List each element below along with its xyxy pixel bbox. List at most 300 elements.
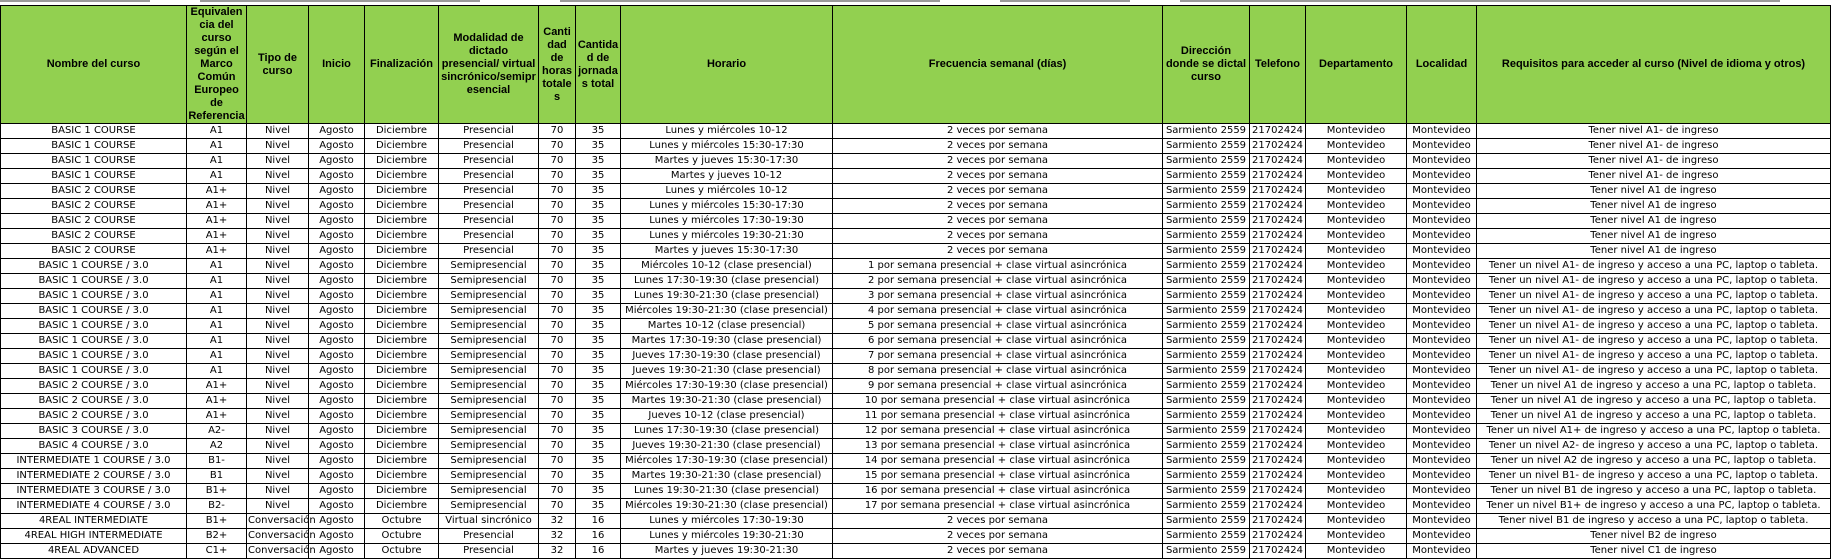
cell-department[interactable]: Montevideo <box>1306 379 1407 394</box>
cell-schedule[interactable]: Lunes y miércoles 19:30-21:30 <box>621 229 833 244</box>
cell-total-hours[interactable]: 70 <box>539 214 576 229</box>
cell-start[interactable]: Agosto <box>309 169 365 184</box>
cell-course-type[interactable]: Nivel <box>247 199 309 214</box>
cell-modality[interactable]: Presencial <box>439 124 539 139</box>
cell-phone[interactable]: 21702424 <box>1250 514 1306 529</box>
cell-end[interactable]: Octubre <box>365 544 439 559</box>
cell-total-hours[interactable]: 32 <box>539 514 576 529</box>
cell-modality[interactable]: Semipresencial <box>439 454 539 469</box>
cell-total-sessions[interactable]: 16 <box>576 514 621 529</box>
cell-cefr-level[interactable]: B2- <box>187 499 247 514</box>
cell-weekly-frequency[interactable]: 1 por semana presencial + clase virtual asincrónica <box>833 259 1163 274</box>
cell-start[interactable]: Agosto <box>309 319 365 334</box>
cell-total-sessions[interactable]: 35 <box>576 214 621 229</box>
cell-modality[interactable]: Presencial <box>439 244 539 259</box>
cell-modality[interactable]: Presencial <box>439 184 539 199</box>
cell-schedule[interactable]: Martes 10-12 (clase presencial) <box>621 319 833 334</box>
cell-total-sessions[interactable]: 16 <box>576 544 621 559</box>
cell-modality[interactable]: Presencial <box>439 229 539 244</box>
cell-modality[interactable]: Semipresencial <box>439 274 539 289</box>
cell-department[interactable]: Montevideo <box>1306 484 1407 499</box>
cell-requirements[interactable]: Tener un nivel B1+ de ingreso y acceso a una PC, laptop o tableta. <box>1477 499 1831 514</box>
cell-course-name[interactable]: BASIC 2 COURSE <box>1 214 187 229</box>
cell-course-name[interactable]: BASIC 2 COURSE <box>1 244 187 259</box>
cell-course-name[interactable]: BASIC 2 COURSE <box>1 199 187 214</box>
cell-course-type[interactable]: Nivel <box>247 259 309 274</box>
cell-end[interactable]: Diciembre <box>365 319 439 334</box>
cell-total-hours[interactable]: 32 <box>539 529 576 544</box>
cell-address[interactable]: Sarmiento 2559 <box>1163 199 1250 214</box>
cell-start[interactable]: Agosto <box>309 514 365 529</box>
cell-total-hours[interactable]: 70 <box>539 199 576 214</box>
cell-start[interactable]: Agosto <box>309 364 365 379</box>
cell-course-name[interactable]: BASIC 1 COURSE / 3.0 <box>1 364 187 379</box>
cell-address[interactable]: Sarmiento 2559 <box>1163 529 1250 544</box>
cell-requirements[interactable]: Tener un nivel B1- de ingreso y acceso a una PC, laptop o tableta. <box>1477 469 1831 484</box>
cell-end[interactable]: Diciembre <box>365 364 439 379</box>
cell-schedule[interactable]: Jueves 19:30-21:30 (clase presencial) <box>621 439 833 454</box>
cell-modality[interactable]: Semipresencial <box>439 319 539 334</box>
cell-phone[interactable]: 21702424 <box>1250 319 1306 334</box>
cell-total-hours[interactable]: 70 <box>539 259 576 274</box>
cell-total-hours[interactable]: 70 <box>539 304 576 319</box>
cell-phone[interactable]: 21702424 <box>1250 139 1306 154</box>
cell-locality[interactable]: Montevideo <box>1407 199 1477 214</box>
cell-address[interactable]: Sarmiento 2559 <box>1163 139 1250 154</box>
cell-course-type[interactable]: Nivel <box>247 334 309 349</box>
cell-weekly-frequency[interactable]: 17 por semana presencial + clase virtual asincrónica <box>833 499 1163 514</box>
cell-address[interactable]: Sarmiento 2559 <box>1163 229 1250 244</box>
cell-end[interactable]: Diciembre <box>365 214 439 229</box>
cell-weekly-frequency[interactable]: 14 por semana presencial + clase virtual asincrónica <box>833 454 1163 469</box>
cell-department[interactable]: Montevideo <box>1306 304 1407 319</box>
cell-locality[interactable]: Montevideo <box>1407 394 1477 409</box>
cell-department[interactable]: Montevideo <box>1306 334 1407 349</box>
cell-course-type[interactable]: Nivel <box>247 169 309 184</box>
cell-locality[interactable]: Montevideo <box>1407 544 1477 559</box>
cell-cefr-level[interactable]: A1 <box>187 364 247 379</box>
cell-requirements[interactable]: Tener nivel B1 de ingreso y acceso a una PC, laptop o tableta. <box>1477 514 1831 529</box>
cell-course-type[interactable]: Nivel <box>247 274 309 289</box>
cell-locality[interactable]: Montevideo <box>1407 274 1477 289</box>
cell-phone[interactable]: 21702424 <box>1250 484 1306 499</box>
cell-total-sessions[interactable]: 35 <box>576 379 621 394</box>
cell-address[interactable]: Sarmiento 2559 <box>1163 184 1250 199</box>
cell-address[interactable]: Sarmiento 2559 <box>1163 394 1250 409</box>
cell-address[interactable]: Sarmiento 2559 <box>1163 454 1250 469</box>
cell-modality[interactable]: Semipresencial <box>439 409 539 424</box>
cell-course-type[interactable]: Nivel <box>247 214 309 229</box>
cell-address[interactable]: Sarmiento 2559 <box>1163 514 1250 529</box>
cell-address[interactable]: Sarmiento 2559 <box>1163 349 1250 364</box>
cell-total-hours[interactable]: 70 <box>539 229 576 244</box>
cell-schedule[interactable]: Lunes 19:30-21:30 (clase presencial) <box>621 484 833 499</box>
cell-modality[interactable]: Semipresencial <box>439 424 539 439</box>
cell-course-type[interactable]: Nivel <box>247 304 309 319</box>
cell-schedule[interactable]: Miércoles 19:30-21:30 (clase presencial) <box>621 304 833 319</box>
cell-total-hours[interactable]: 70 <box>539 469 576 484</box>
cell-weekly-frequency[interactable]: 6 por semana presencial + clase virtual asincrónica <box>833 334 1163 349</box>
cell-total-hours[interactable]: 70 <box>539 379 576 394</box>
cell-department[interactable]: Montevideo <box>1306 319 1407 334</box>
cell-weekly-frequency[interactable]: 9 por semana presencial + clase virtual asincrónica <box>833 379 1163 394</box>
cell-total-hours[interactable]: 70 <box>539 364 576 379</box>
cell-schedule[interactable]: Lunes y miércoles 15:30-17:30 <box>621 139 833 154</box>
cell-phone[interactable]: 21702424 <box>1250 184 1306 199</box>
cell-department[interactable]: Montevideo <box>1306 514 1407 529</box>
cell-schedule[interactable]: Miércoles 17:30-19:30 (clase presencial) <box>621 454 833 469</box>
cell-address[interactable]: Sarmiento 2559 <box>1163 484 1250 499</box>
cell-end[interactable]: Diciembre <box>365 469 439 484</box>
cell-department[interactable]: Montevideo <box>1306 469 1407 484</box>
cell-department[interactable]: Montevideo <box>1306 544 1407 559</box>
cell-start[interactable]: Agosto <box>309 124 365 139</box>
cell-total-sessions[interactable]: 35 <box>576 244 621 259</box>
cell-course-type[interactable]: Nivel <box>247 424 309 439</box>
cell-total-sessions[interactable]: 16 <box>576 529 621 544</box>
cell-course-type[interactable]: Nivel <box>247 244 309 259</box>
cell-requirements[interactable]: Tener un nivel A1 de ingreso y acceso a una PC, laptop o tableta. <box>1477 379 1831 394</box>
cell-modality[interactable]: Semipresencial <box>439 259 539 274</box>
cell-total-hours[interactable]: 70 <box>539 439 576 454</box>
cell-department[interactable]: Montevideo <box>1306 364 1407 379</box>
cell-start[interactable]: Agosto <box>309 259 365 274</box>
cell-locality[interactable]: Montevideo <box>1407 499 1477 514</box>
cell-course-name[interactable]: BASIC 1 COURSE / 3.0 <box>1 259 187 274</box>
cell-total-hours[interactable]: 70 <box>539 499 576 514</box>
cell-course-type[interactable]: Nivel <box>247 139 309 154</box>
cell-course-type[interactable]: Nivel <box>247 289 309 304</box>
cell-locality[interactable]: Montevideo <box>1407 289 1477 304</box>
cell-requirements[interactable]: Tener nivel C1 de ingreso <box>1477 544 1831 559</box>
cell-course-name[interactable]: BASIC 1 COURSE <box>1 124 187 139</box>
cell-weekly-frequency[interactable]: 2 veces por semana <box>833 214 1163 229</box>
cell-requirements[interactable]: Tener nivel A1 de ingreso <box>1477 244 1831 259</box>
cell-total-sessions[interactable]: 35 <box>576 319 621 334</box>
cell-cefr-level[interactable]: A1+ <box>187 199 247 214</box>
cell-end[interactable]: Diciembre <box>365 199 439 214</box>
cell-course-name[interactable]: BASIC 4 COURSE / 3.0 <box>1 439 187 454</box>
cell-end[interactable]: Diciembre <box>365 229 439 244</box>
cell-total-sessions[interactable]: 35 <box>576 484 621 499</box>
cell-cefr-level[interactable]: B1+ <box>187 484 247 499</box>
cell-start[interactable]: Agosto <box>309 394 365 409</box>
cell-start[interactable]: Agosto <box>309 484 365 499</box>
cell-address[interactable]: Sarmiento 2559 <box>1163 424 1250 439</box>
cell-cefr-level[interactable]: B1 <box>187 469 247 484</box>
cell-department[interactable]: Montevideo <box>1306 499 1407 514</box>
cell-end[interactable]: Diciembre <box>365 184 439 199</box>
cell-phone[interactable]: 21702424 <box>1250 199 1306 214</box>
cell-locality[interactable]: Montevideo <box>1407 409 1477 424</box>
cell-address[interactable]: Sarmiento 2559 <box>1163 169 1250 184</box>
cell-phone[interactable]: 21702424 <box>1250 169 1306 184</box>
cell-course-name[interactable]: BASIC 3 COURSE / 3.0 <box>1 424 187 439</box>
cell-weekly-frequency[interactable]: 10 por semana presencial + clase virtual asincrónica <box>833 394 1163 409</box>
cell-department[interactable]: Montevideo <box>1306 424 1407 439</box>
cell-course-type[interactable]: Nivel <box>247 439 309 454</box>
cell-schedule[interactable]: Lunes y miércoles 15:30-17:30 <box>621 199 833 214</box>
cell-phone[interactable]: 21702424 <box>1250 409 1306 424</box>
cell-cefr-level[interactable]: A1+ <box>187 409 247 424</box>
cell-cefr-level[interactable]: A1+ <box>187 214 247 229</box>
cell-total-sessions[interactable]: 35 <box>576 199 621 214</box>
cell-start[interactable]: Agosto <box>309 334 365 349</box>
cell-address[interactable]: Sarmiento 2559 <box>1163 124 1250 139</box>
cell-cefr-level[interactable]: A1 <box>187 259 247 274</box>
cell-course-type[interactable]: Conversación <box>247 544 309 559</box>
cell-weekly-frequency[interactable]: 3 por semana presencial + clase virtual asincrónica <box>833 289 1163 304</box>
cell-schedule[interactable]: Lunes y miércoles 19:30-21:30 <box>621 529 833 544</box>
cell-department[interactable]: Montevideo <box>1306 154 1407 169</box>
cell-locality[interactable]: Montevideo <box>1407 424 1477 439</box>
cell-requirements[interactable]: Tener nivel A1 de ingreso <box>1477 199 1831 214</box>
cell-end[interactable]: Diciembre <box>365 169 439 184</box>
cell-end[interactable]: Diciembre <box>365 139 439 154</box>
cell-schedule[interactable]: Miércoles 10-12 (clase presencial) <box>621 259 833 274</box>
cell-end[interactable]: Diciembre <box>365 409 439 424</box>
cell-weekly-frequency[interactable]: 7 por semana presencial + clase virtual asincrónica <box>833 349 1163 364</box>
cell-start[interactable]: Agosto <box>309 529 365 544</box>
cell-total-sessions[interactable]: 35 <box>576 154 621 169</box>
cell-modality[interactable]: Presencial <box>439 214 539 229</box>
cell-end[interactable]: Diciembre <box>365 439 439 454</box>
cell-start[interactable]: Agosto <box>309 199 365 214</box>
cell-start[interactable]: Agosto <box>309 454 365 469</box>
cell-requirements[interactable]: Tener un nivel A1- de ingreso y acceso a una PC, laptop o tableta. <box>1477 274 1831 289</box>
cell-phone[interactable]: 21702424 <box>1250 439 1306 454</box>
cell-phone[interactable]: 21702424 <box>1250 469 1306 484</box>
cell-start[interactable]: Agosto <box>309 154 365 169</box>
cell-requirements[interactable]: Tener nivel A1 de ingreso <box>1477 229 1831 244</box>
cell-course-type[interactable]: Nivel <box>247 154 309 169</box>
cell-cefr-level[interactable]: C1+ <box>187 544 247 559</box>
cell-requirements[interactable]: Tener un nivel A1- de ingreso y acceso a una PC, laptop o tableta. <box>1477 349 1831 364</box>
cell-modality[interactable]: Presencial <box>439 169 539 184</box>
cell-course-name[interactable]: BASIC 2 COURSE / 3.0 <box>1 409 187 424</box>
cell-course-name[interactable]: BASIC 1 COURSE / 3.0 <box>1 319 187 334</box>
cell-course-type[interactable]: Nivel <box>247 454 309 469</box>
cell-start[interactable]: Agosto <box>309 409 365 424</box>
cell-schedule[interactable]: Martes 19:30-21:30 (clase presencial) <box>621 469 833 484</box>
cell-course-type[interactable]: Nivel <box>247 319 309 334</box>
cell-cefr-level[interactable]: A1 <box>187 289 247 304</box>
cell-locality[interactable]: Montevideo <box>1407 229 1477 244</box>
cell-course-name[interactable]: INTERMEDIATE 4 COURSE / 3.0 <box>1 499 187 514</box>
cell-course-name[interactable]: BASIC 2 COURSE / 3.0 <box>1 394 187 409</box>
cell-address[interactable]: Sarmiento 2559 <box>1163 499 1250 514</box>
cell-requirements[interactable]: Tener un nivel A2- de ingreso y acceso a una PC, laptop o tableta. <box>1477 439 1831 454</box>
cell-course-name[interactable]: INTERMEDIATE 2 COURSE / 3.0 <box>1 469 187 484</box>
cell-schedule[interactable]: Miércoles 17:30-19:30 (clase presencial) <box>621 379 833 394</box>
cell-end[interactable]: Diciembre <box>365 349 439 364</box>
cell-total-hours[interactable]: 70 <box>539 274 576 289</box>
cell-start[interactable]: Agosto <box>309 439 365 454</box>
cell-department[interactable]: Montevideo <box>1306 214 1407 229</box>
cell-department[interactable]: Montevideo <box>1306 454 1407 469</box>
cell-end[interactable]: Diciembre <box>365 454 439 469</box>
cell-end[interactable]: Diciembre <box>365 124 439 139</box>
cell-total-sessions[interactable]: 35 <box>576 124 621 139</box>
cell-department[interactable]: Montevideo <box>1306 124 1407 139</box>
cell-total-hours[interactable]: 70 <box>539 454 576 469</box>
cell-schedule[interactable]: Lunes y miércoles 17:30-19:30 <box>621 214 833 229</box>
cell-total-hours[interactable]: 70 <box>539 139 576 154</box>
cell-cefr-level[interactable]: A1 <box>187 169 247 184</box>
cell-total-sessions[interactable]: 35 <box>576 229 621 244</box>
cell-cefr-level[interactable]: A1 <box>187 319 247 334</box>
cell-weekly-frequency[interactable]: 2 veces por semana <box>833 184 1163 199</box>
cell-requirements[interactable]: Tener nivel A1- de ingreso <box>1477 154 1831 169</box>
cell-end[interactable]: Diciembre <box>365 259 439 274</box>
cell-address[interactable]: Sarmiento 2559 <box>1163 439 1250 454</box>
cell-total-sessions[interactable]: 35 <box>576 349 621 364</box>
cell-phone[interactable]: 21702424 <box>1250 529 1306 544</box>
cell-cefr-level[interactable]: A2 <box>187 439 247 454</box>
cell-total-hours[interactable]: 70 <box>539 154 576 169</box>
cell-modality[interactable]: Semipresencial <box>439 469 539 484</box>
cell-course-name[interactable]: BASIC 1 COURSE / 3.0 <box>1 334 187 349</box>
cell-weekly-frequency[interactable]: 13 por semana presencial + clase virtual asincrónica <box>833 439 1163 454</box>
cell-weekly-frequency[interactable]: 4 por semana presencial + clase virtual asincrónica <box>833 304 1163 319</box>
cell-total-sessions[interactable]: 35 <box>576 469 621 484</box>
cell-modality[interactable]: Semipresencial <box>439 334 539 349</box>
cell-schedule[interactable]: Jueves 10-12 (clase presencial) <box>621 409 833 424</box>
cell-weekly-frequency[interactable]: 2 veces por semana <box>833 169 1163 184</box>
cell-locality[interactable]: Montevideo <box>1407 124 1477 139</box>
cell-total-sessions[interactable]: 35 <box>576 289 621 304</box>
cell-department[interactable]: Montevideo <box>1306 199 1407 214</box>
cell-end[interactable]: Diciembre <box>365 424 439 439</box>
cell-start[interactable]: Agosto <box>309 289 365 304</box>
cell-start[interactable]: Agosto <box>309 184 365 199</box>
cell-phone[interactable]: 21702424 <box>1250 289 1306 304</box>
cell-start[interactable]: Agosto <box>309 229 365 244</box>
cell-requirements[interactable]: Tener un nivel A1 de ingreso y acceso a una PC, laptop o tableta. <box>1477 394 1831 409</box>
cell-end[interactable]: Diciembre <box>365 154 439 169</box>
cell-modality[interactable]: Semipresencial <box>439 484 539 499</box>
cell-course-name[interactable]: BASIC 1 COURSE <box>1 139 187 154</box>
cell-address[interactable]: Sarmiento 2559 <box>1163 154 1250 169</box>
cell-requirements[interactable]: Tener nivel B2 de ingreso <box>1477 529 1831 544</box>
cell-locality[interactable]: Montevideo <box>1407 319 1477 334</box>
cell-end[interactable]: Diciembre <box>365 304 439 319</box>
cell-modality[interactable]: Semipresencial <box>439 379 539 394</box>
cell-weekly-frequency[interactable]: 15 por semana presencial + clase virtual asincrónica <box>833 469 1163 484</box>
cell-schedule[interactable]: Martes 17:30-19:30 (clase presencial) <box>621 334 833 349</box>
cell-department[interactable]: Montevideo <box>1306 394 1407 409</box>
cell-schedule[interactable]: Lunes y miércoles 10-12 <box>621 184 833 199</box>
cell-requirements[interactable]: Tener un nivel B1 de ingreso y acceso a una PC, laptop o tableta. <box>1477 484 1831 499</box>
cell-schedule[interactable]: Martes y jueves 19:30-21:30 <box>621 544 833 559</box>
cell-weekly-frequency[interactable]: 2 veces por semana <box>833 154 1163 169</box>
cell-course-type[interactable]: Nivel <box>247 349 309 364</box>
cell-phone[interactable]: 21702424 <box>1250 124 1306 139</box>
cell-course-name[interactable]: BASIC 1 COURSE / 3.0 <box>1 274 187 289</box>
cell-locality[interactable]: Montevideo <box>1407 304 1477 319</box>
cell-locality[interactable]: Montevideo <box>1407 469 1477 484</box>
cell-course-type[interactable]: Nivel <box>247 499 309 514</box>
cell-schedule[interactable]: Martes y jueves 10-12 <box>621 169 833 184</box>
cell-requirements[interactable]: Tener un nivel A1- de ingreso y acceso a una PC, laptop o tableta. <box>1477 289 1831 304</box>
cell-modality[interactable]: Semipresencial <box>439 499 539 514</box>
cell-course-type[interactable]: Nivel <box>247 379 309 394</box>
cell-requirements[interactable]: Tener nivel A1- de ingreso <box>1477 169 1831 184</box>
cell-course-name[interactable]: 4REAL INTERMEDIATE <box>1 514 187 529</box>
cell-address[interactable]: Sarmiento 2559 <box>1163 334 1250 349</box>
cell-total-hours[interactable]: 70 <box>539 319 576 334</box>
cell-cefr-level[interactable]: B2+ <box>187 529 247 544</box>
cell-cefr-level[interactable]: A1+ <box>187 244 247 259</box>
cell-requirements[interactable]: Tener nivel A1- de ingreso <box>1477 139 1831 154</box>
cell-course-type[interactable]: Nivel <box>247 184 309 199</box>
cell-department[interactable]: Montevideo <box>1306 274 1407 289</box>
cell-locality[interactable]: Montevideo <box>1407 214 1477 229</box>
cell-schedule[interactable]: Lunes y miércoles 10-12 <box>621 124 833 139</box>
cell-address[interactable]: Sarmiento 2559 <box>1163 364 1250 379</box>
cell-cefr-level[interactable]: B1- <box>187 454 247 469</box>
cell-cefr-level[interactable]: A1 <box>187 334 247 349</box>
cell-start[interactable]: Agosto <box>309 214 365 229</box>
cell-schedule[interactable]: Jueves 19:30-21:30 (clase presencial) <box>621 364 833 379</box>
cell-end[interactable]: Octubre <box>365 529 439 544</box>
cell-course-name[interactable]: BASIC 1 COURSE / 3.0 <box>1 304 187 319</box>
cell-modality[interactable]: Virtual sincrónico <box>439 514 539 529</box>
cell-schedule[interactable]: Lunes 19:30-21:30 (clase presencial) <box>621 289 833 304</box>
cell-course-type[interactable]: Nivel <box>247 394 309 409</box>
cell-total-hours[interactable]: 70 <box>539 289 576 304</box>
cell-weekly-frequency[interactable]: 2 veces por semana <box>833 139 1163 154</box>
cell-start[interactable]: Agosto <box>309 244 365 259</box>
cell-weekly-frequency[interactable]: 5 por semana presencial + clase virtual asincrónica <box>833 319 1163 334</box>
cell-total-hours[interactable]: 70 <box>539 409 576 424</box>
cell-modality[interactable]: Presencial <box>439 199 539 214</box>
cell-address[interactable]: Sarmiento 2559 <box>1163 469 1250 484</box>
cell-department[interactable]: Montevideo <box>1306 139 1407 154</box>
cell-department[interactable]: Montevideo <box>1306 169 1407 184</box>
cell-course-name[interactable]: BASIC 2 COURSE <box>1 229 187 244</box>
cell-total-hours[interactable]: 70 <box>539 169 576 184</box>
cell-course-name[interactable]: BASIC 1 COURSE / 3.0 <box>1 289 187 304</box>
cell-department[interactable]: Montevideo <box>1306 439 1407 454</box>
cell-course-name[interactable]: INTERMEDIATE 3 COURSE / 3.0 <box>1 484 187 499</box>
cell-department[interactable]: Montevideo <box>1306 259 1407 274</box>
cell-cefr-level[interactable]: A1 <box>187 274 247 289</box>
cell-total-sessions[interactable]: 35 <box>576 394 621 409</box>
cell-total-sessions[interactable]: 35 <box>576 409 621 424</box>
cell-total-sessions[interactable]: 35 <box>576 439 621 454</box>
cell-locality[interactable]: Montevideo <box>1407 184 1477 199</box>
cell-weekly-frequency[interactable]: 2 veces por semana <box>833 529 1163 544</box>
cell-end[interactable]: Diciembre <box>365 289 439 304</box>
cell-total-sessions[interactable]: 35 <box>576 454 621 469</box>
cell-phone[interactable]: 21702424 <box>1250 454 1306 469</box>
cell-course-name[interactable]: BASIC 2 COURSE <box>1 184 187 199</box>
cell-total-sessions[interactable]: 35 <box>576 499 621 514</box>
cell-phone[interactable]: 21702424 <box>1250 364 1306 379</box>
cell-total-hours[interactable]: 70 <box>539 184 576 199</box>
cell-start[interactable]: Agosto <box>309 304 365 319</box>
cell-cefr-level[interactable]: A1 <box>187 304 247 319</box>
cell-end[interactable]: Diciembre <box>365 379 439 394</box>
cell-cefr-level[interactable]: A1 <box>187 154 247 169</box>
cell-address[interactable]: Sarmiento 2559 <box>1163 214 1250 229</box>
cell-cefr-level[interactable]: A1 <box>187 349 247 364</box>
cell-requirements[interactable]: Tener un nivel A1- de ingreso y acceso a una PC, laptop o tableta. <box>1477 319 1831 334</box>
cell-end[interactable]: Diciembre <box>365 484 439 499</box>
cell-weekly-frequency[interactable]: 2 veces por semana <box>833 124 1163 139</box>
cell-schedule[interactable]: Lunes 17:30-19:30 (clase presencial) <box>621 274 833 289</box>
